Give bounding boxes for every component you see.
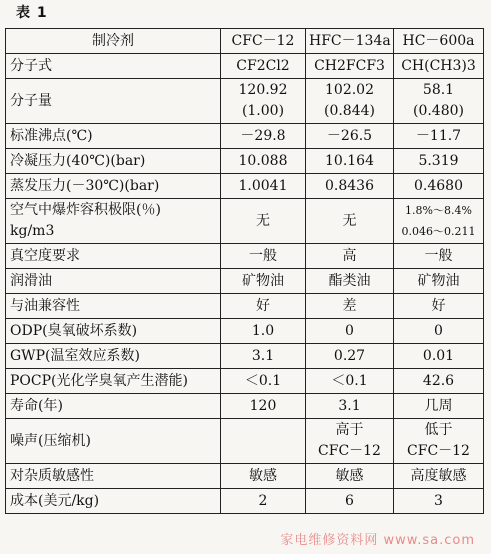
row-label-formula: 分子式 — [6, 54, 221, 79]
cell-explosion-hc — [394, 199, 484, 244]
cell-condense-cfc: 10.088 — [221, 149, 306, 174]
table-row — [6, 199, 484, 244]
table-row — [6, 319, 484, 344]
row-label-life: 寿命(年) — [6, 394, 221, 419]
cell-value: 120.92 — [238, 82, 288, 98]
cell-formula-hc: CH(CH3)3 — [394, 54, 484, 79]
row-label-sensitivity: 对杂质敏感性 — [6, 464, 221, 489]
cell-gwp-hfc: 0.27 — [306, 344, 394, 369]
table-row — [6, 419, 484, 464]
row-label-oil: 润滑油 — [6, 269, 221, 294]
cell-weight-cfc — [221, 79, 306, 124]
cell-value: 102.02 — [325, 82, 374, 98]
cell-noise-cfc — [221, 419, 306, 464]
cell-value: 高于 — [335, 422, 364, 438]
cell-value: 低于 — [424, 422, 453, 438]
cell-weight-hc — [394, 79, 484, 124]
cell-life-hc: 几周 — [394, 394, 484, 419]
cell-value: 空气中爆炸容积极限(％) — [10, 202, 161, 218]
cell-boiling-hfc: －26.5 — [306, 124, 394, 149]
table-row — [6, 54, 484, 79]
cell-cost-hfc: 6 — [306, 489, 394, 514]
cell-condense-hc: 5.319 — [394, 149, 484, 174]
refrigerant-comparison-table — [5, 28, 484, 514]
table-row — [6, 344, 484, 369]
cell-value: kg/m3 — [10, 223, 55, 239]
table-caption: 表 1 — [16, 5, 48, 21]
cell-evap-hfc: 0.8436 — [306, 174, 394, 199]
cell-noise-hfc — [306, 419, 394, 464]
table-row — [6, 394, 484, 419]
cell-condense-hfc: 10.164 — [306, 149, 394, 174]
table-row — [6, 124, 484, 149]
cell-explosion-cfc: 无 — [221, 199, 306, 244]
row-label-cost: 成本(美元/kg) — [6, 489, 221, 514]
cell-value: CFC－12 — [318, 443, 381, 459]
table-row — [6, 149, 484, 174]
row-label-explosion — [6, 199, 221, 244]
row-label-weight: 分子量 — [6, 79, 221, 124]
cell-gwp-cfc: 3.1 — [221, 344, 306, 369]
cell-noise-hc — [394, 419, 484, 464]
table-row — [6, 464, 484, 489]
table-header-row — [6, 29, 484, 54]
cell-oil-hc: 矿物油 — [394, 269, 484, 294]
cell-vacuum-hc: 一般 — [394, 244, 484, 269]
table-row — [6, 174, 484, 199]
cell-vacuum-hfc: 高 — [306, 244, 394, 269]
cell-value: (0.844) — [323, 103, 375, 119]
cell-weight-hfc — [306, 79, 394, 124]
row-label-evap: 蒸发压力(－30℃)(bar) — [6, 174, 221, 199]
cell-oilcompat-hc: 好 — [394, 294, 484, 319]
cell-gwp-hc: 0.01 — [394, 344, 484, 369]
cell-sensitivity-hfc: 敏感 — [306, 464, 394, 489]
cell-value: (0.480) — [412, 103, 464, 119]
cell-odp-cfc: 1.0 — [221, 319, 306, 344]
cell-value: (1.00) — [241, 103, 285, 119]
row-label-odp: ODP(臭氧破坏系数) — [6, 319, 221, 344]
cell-sensitivity-hc: 高度敏感 — [394, 464, 484, 489]
cell-oilcompat-cfc: 好 — [221, 294, 306, 319]
cell-value: 58.1 — [422, 82, 455, 98]
row-label-noise: 噪声(压缩机) — [6, 419, 221, 464]
cell-formula-hfc: CH2FCF3 — [306, 54, 394, 79]
row-label-boiling: 标准沸点(℃) — [6, 124, 221, 149]
cell-pocp-cfc: ＜0.1 — [221, 369, 306, 394]
cell-evap-cfc: 1.0041 — [221, 174, 306, 199]
row-label-gwp: GWP(温室效应系数) — [6, 344, 221, 369]
cell-boiling-hc: －11.7 — [394, 124, 484, 149]
cell-pocp-hc: 42.6 — [394, 369, 484, 394]
table-row — [6, 369, 484, 394]
cell-oil-hfc: 酯类油 — [306, 269, 394, 294]
cell-formula-cfc: CF2Cl2 — [221, 54, 306, 79]
cell-cost-hc: 3 — [394, 489, 484, 514]
cell-value: 1.8%～8.4% — [405, 204, 472, 217]
table-row — [6, 489, 484, 514]
cell-cost-cfc: 2 — [221, 489, 306, 514]
header-cfc12: CFC－12 — [221, 29, 306, 54]
cell-odp-hfc: 0 — [306, 319, 394, 344]
cell-vacuum-cfc: 一般 — [221, 244, 306, 269]
cell-oilcompat-hfc: 差 — [306, 294, 394, 319]
table-row — [6, 269, 484, 294]
row-label-oilcompat: 与油兼容性 — [6, 294, 221, 319]
cell-pocp-hfc: ＜0.1 — [306, 369, 394, 394]
cell-oil-cfc: 矿物油 — [221, 269, 306, 294]
cell-value: CFC－12 — [407, 443, 470, 459]
cell-evap-hc: 0.4680 — [394, 174, 484, 199]
cell-odp-hc: 0 — [394, 319, 484, 344]
cell-sensitivity-cfc: 敏感 — [221, 464, 306, 489]
site-watermark: 家电维修资料网 www.sa.com — [280, 533, 475, 548]
table-row — [6, 79, 484, 124]
header-refrigerant: 制冷剂 — [6, 29, 221, 54]
cell-boiling-cfc: －29.8 — [221, 124, 306, 149]
table-row — [6, 244, 484, 269]
row-label-pocp: POCP(光化学臭氧产生潜能) — [6, 369, 221, 394]
cell-life-cfc: 120 — [221, 394, 306, 419]
header-hfc134a: HFC－134a — [306, 29, 394, 54]
cell-value: 0.046～0.211 — [401, 225, 476, 238]
row-label-vacuum: 真空度要求 — [6, 244, 221, 269]
cell-life-hfc: 3.1 — [306, 394, 394, 419]
table-row — [6, 294, 484, 319]
row-label-condense: 冷凝压力(40℃)(bar) — [6, 149, 221, 174]
header-hc600a: HC－600a — [394, 29, 484, 54]
cell-explosion-hfc: 无 — [306, 199, 394, 244]
